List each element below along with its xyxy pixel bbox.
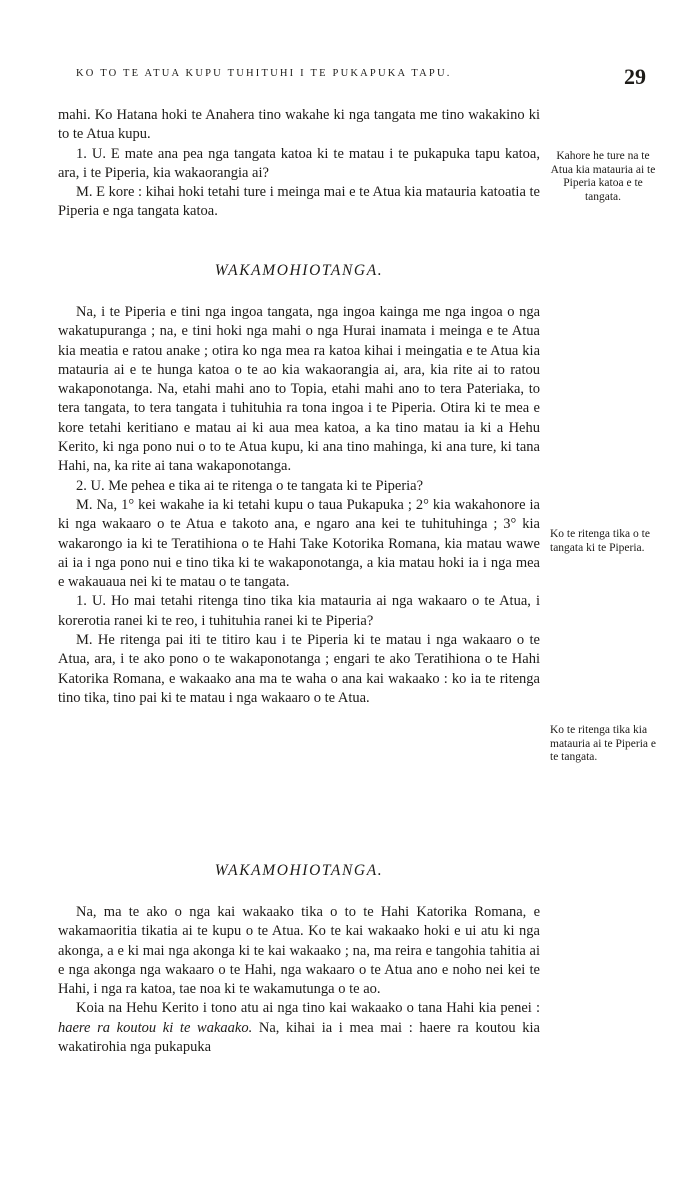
- running-head: [0, 64, 700, 90]
- margin-note-1: Kahore he ture na te Atua kia matauria ai te Piperia katoa e te tangata.: [550, 150, 656, 203]
- paragraph: Na, ma te ako o nga kai wakaako tika o to te Hahi Katorika Romana, e wakamaoritia tikatia ai te kupu o te Atua. Ko te kai wakaako hoki e ui atu ki nga akonga, a e ki mai nga akonga ki te kai wakaako ; na, ma reira e tangohia tahitia ai e nga akonga nga wakaaro o te Hahi, nga wakaaro o te Atua ano e noho nei kei te Hahi, i nga ra katoa, tae noa ki te wakamutunga o te ao.: [58, 904, 540, 998]
- text-run: Koia na Hehu Kerito i tono atu ai nga tino kai wakaako o tana Hahi kia penei :: [76, 1000, 540, 1017]
- paragraph: 2. U. Me pehea e tika ai te ritenga o te tangata ki te Piperia?: [76, 477, 424, 494]
- paragraph: M. E kore : kihai hoki tetahi ture i meinga mai e te Atua kia matauria katoatia te Piperia e nga tangata katoa.: [58, 184, 540, 220]
- margin-note-2: Ko te ritenga tika o te tangata ki te Piperia.: [550, 528, 650, 554]
- section-heading-2: WAKAMOHIOTANGA.: [214, 862, 384, 879]
- body-block-1: [58, 106, 540, 222]
- text-run: Na, kihai ia i mea mai : haere ra koutou kia wakatirohia nga pukapuka: [58, 1019, 540, 1056]
- body-block-2: [58, 303, 540, 708]
- paragraph: Na, i te Piperia e tini nga ingoa tangata, nga ingoa kainga me nga ingoa o nga wakatupuranga ; na, e tini hoki nga mahi o nga Hurai inamata i meinga e te Atua kia meatia e ratou anake ; otira ko nga mea ra katoa kihai i meingatia e te Atua kia matauria ai e te hunga katoa o te ao kia wakaorangia ai, ara, kia rite ai to ratou wakaponotanga. Na, etahi mahi ano to Topia, etahi mahi ano to tera Pateriaka, to tera tangata, to tera tangata i tuhituhia ra tona ingoa i te Piperia. Otira ki te mea e kore tetahi keritiano e matau ai ki aua mea katoa, a ka tino matau ia ki a Hehu Kerito, ki nga pono nui o to te Atua kupu, ki ana tino mahinga, ki ana ture, ki tana Hahi, na, ka rite ai tana wakaponotanga.: [58, 304, 540, 475]
- paragraph-last: [58, 999, 540, 1057]
- page-number: 29: [624, 64, 646, 89]
- margin-note-3: Ko te ritenga tika kia matauria ai te Piperia e te tangata.: [550, 724, 657, 763]
- paragraph: 1. U. E mate ana pea nga tangata katoa ki te matau i te pukapuka tapu katoa, ara, i te Piperia, kia wakaorangia ai?: [58, 145, 540, 181]
- paragraph: M. He ritenga pai iti te titiro kau i te Piperia ki te matau i nga wakaaro o te Atua, ara, i te ako pono o te wakaponotanga ; engari te ako Teratihiona o te Hahi Katorika Romana, e wakaako ana ma te waha o ana kai wakaako : ko ia te ritenga tino tika, tino pai ki te matau i nga wakaaro o te Atua.: [58, 632, 540, 706]
- paragraph: M. Na, 1° kei wakahe ia ki tetahi kupu o taua Pukapuka ; 2° kia wakahonore ia ki nga wakaaro o te Atua e takoto ana, e ngaro ana kei te tuhituhinga ; 3° kia wakarongo ia ki te Teratihiona o te Hahi Take Kotorika Romana, kia matau wawe ai ia i nga pono nui e tino tika ki te wakaponotanga, a kia matau hoki ia i nga mea e wakauaua nei ki te matau o te tangata.: [58, 496, 540, 591]
- quoted-phrase: haere ra koutou ki te wakaako.: [58, 1019, 253, 1036]
- running-title: KO TO TE ATUA KUPU TUHITUHI I TE PUKAPUKA TAPU.: [76, 68, 452, 79]
- section-heading-1: WAKAMOHIOTANGA.: [214, 262, 384, 279]
- paragraph: 1. U. Ho mai tetahi ritenga tino tika kia matauria ai nga wakaaro o te Atua, i korerotia ranei ki te reo, i tuhituhia ranei ki te Piperia?: [58, 593, 540, 629]
- body-block-3: [58, 903, 540, 1057]
- paragraph: mahi. Ko Hatana hoki te Anahera tino wakahe ki nga tangata me tino wakakino ki to te Atua kupu.: [58, 107, 540, 143]
